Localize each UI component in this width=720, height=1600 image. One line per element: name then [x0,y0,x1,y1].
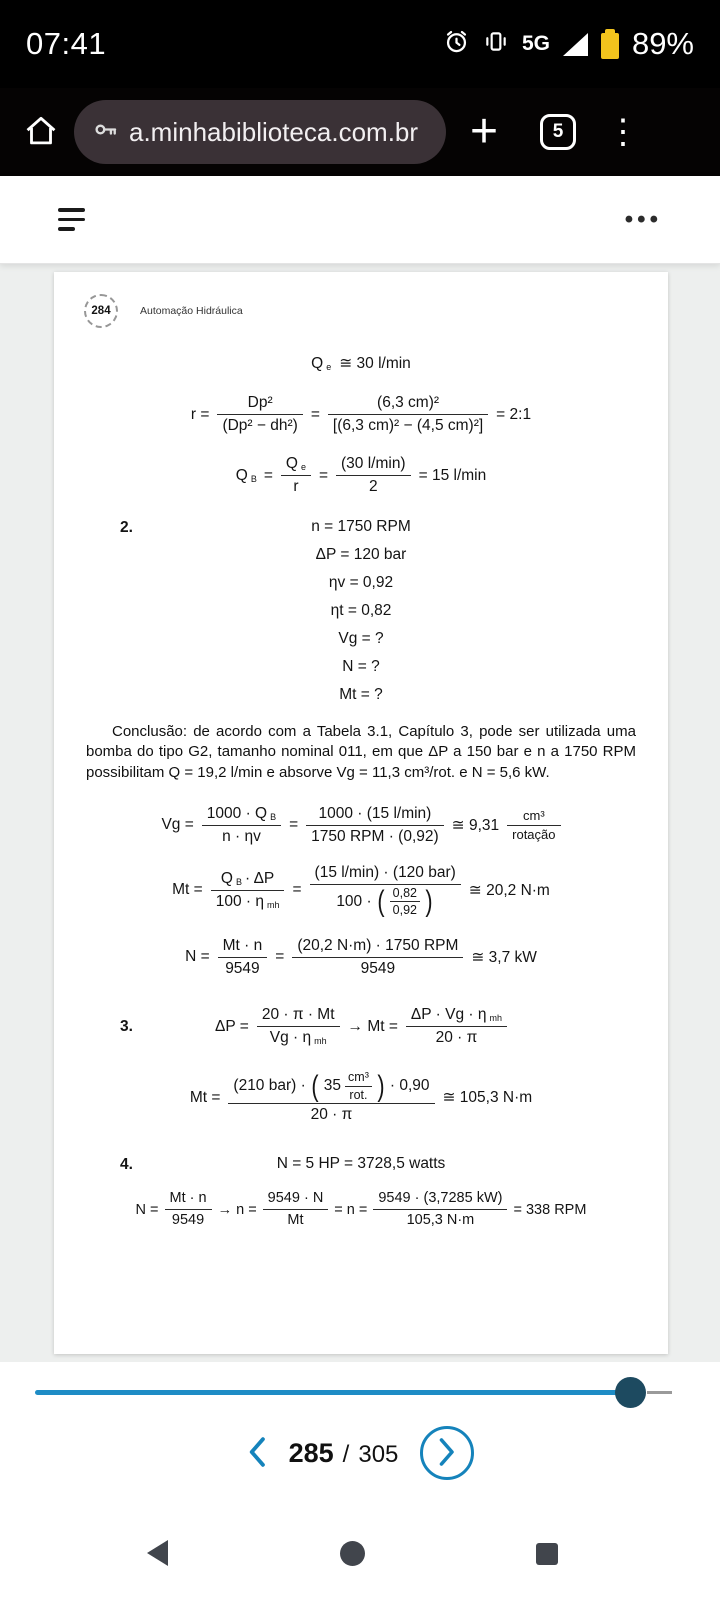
fraction [310,863,461,918]
network-type-label: 5G [521,32,550,55]
math-result: = 2:1 [496,405,532,423]
fraction-denominator: 20 · π [406,1026,507,1048]
fraction-denominator: (Dp² − dh²) [217,414,302,436]
fraction [211,869,285,912]
math-result: ≅ 20,2 N·m [468,881,550,899]
fraction-denominator: Mt [263,1209,329,1230]
given-value-line: ΔP = 120 bar [315,545,407,563]
paren-open: ( [311,1069,319,1103]
page-header [84,294,638,328]
equation-torque-result [84,1070,638,1125]
fraction [406,1005,507,1048]
book-page [54,272,668,1354]
progress-scrubber[interactable] [35,1386,672,1398]
previous-page-button[interactable] [246,1436,267,1471]
running-header: Automação Hidráulica [140,305,243,317]
hamburger-icon [58,208,85,212]
reader-more-button[interactable] [625,206,662,234]
next-page-button[interactable] [420,1426,474,1480]
equals-sign: = [289,816,299,834]
overflow-icon: ⋮ [606,113,641,151]
nav-back-button[interactable] [147,1540,168,1566]
scrubber-track-filled[interactable] [35,1390,630,1395]
equals-sign: = n = [334,1201,368,1218]
math-result: = 338 RPM [513,1201,587,1218]
battery-icon [601,29,619,59]
math-subscript: B [250,473,257,484]
fraction [218,936,268,979]
fraction-denominator: n · ηv [202,825,281,847]
fraction-denominator: 100 · η $_{mh}$ [211,890,285,912]
math-result: ≅ 105,3 N·m [442,1089,533,1107]
fraction-numerator: (6,3 cm)² [377,394,440,411]
fraction [281,454,311,497]
fraction-numerator: cm³ [522,808,545,824]
math-term [311,355,331,373]
alarm-icon [443,28,470,60]
math-subscript: e [326,361,332,372]
fraction-numerator: (20,2 N·m) · 1750 RPM [297,936,459,954]
equation-transmission-ratio [84,393,638,436]
given-values-list [84,518,638,704]
math-lhs: Mt = [189,1088,221,1106]
new-tab-button[interactable] [470,105,499,158]
equation-inlet-flow [84,354,638,373]
math-term [236,467,273,485]
fraction-numerator: Q $_B$ · ΔP [220,869,275,887]
signal-strength-icon [563,33,588,56]
nav-recents-button[interactable] [536,1543,558,1565]
unit-fraction [507,808,560,842]
math-subscript: e [300,462,306,473]
fraction-denominator: rotação [507,825,560,843]
math-lhs: ΔP = [215,1017,249,1035]
fraction [292,936,463,979]
fraction-numerator: 9549 · N [267,1190,324,1207]
fraction-denominator: 1750 RPM · (0,92) [306,825,444,847]
fraction [373,1189,507,1230]
arrow: → n = [217,1201,257,1218]
math-result: ≅ 9,31 [451,816,500,834]
math-subscript: B [270,811,277,822]
paren-close: ) [425,885,433,919]
exercise-2-block [84,518,638,704]
given-value-line: ηt = 0,82 [330,601,392,619]
equation-speed [84,1189,638,1230]
equals-sign: = [310,405,320,423]
equation-pump-flow [84,454,638,497]
battery-body [601,33,619,59]
given-value-line: Mt = ? [339,685,383,703]
math-lhs: N = [135,1201,159,1218]
url-pill[interactable] [74,100,446,164]
exercise-3-block [84,1005,638,1048]
equation-torque [84,863,638,918]
fraction-numerator: 20 · π · Mt [261,1006,335,1024]
browser-menu-button[interactable] [606,112,640,152]
fraction-denominator: Vg · η $_{mh}$ [257,1026,340,1048]
math-subscript: mh [314,1036,327,1047]
reader-bottom-panel [0,1362,720,1505]
fraction-numerator: (30 l/min) [341,455,406,473]
fraction-numerator [281,454,311,475]
math-symbol: Q [311,354,324,372]
reader-menu-button[interactable] [58,208,85,231]
exercise-4-label: 4. [120,1156,133,1174]
key-icon [92,116,119,148]
fraction-denominator: r [281,475,311,497]
fraction-denominator: 9549 [292,957,463,979]
reader-toolbar [0,176,720,264]
math-text: N = 5 HP = 3728,5 watts [276,1155,446,1173]
page-total: 305 [358,1440,399,1468]
math-symbol: Q [235,466,248,484]
more-dots-icon: ••• [624,205,662,233]
battery-percent: 89% [631,26,694,61]
equation-power [84,936,638,979]
url-text: a.minhabiblioteca.com.br [129,116,419,147]
equation-pressure-torque [84,1005,638,1048]
math-lhs: Mt = [172,881,203,899]
fraction-denominator: 100 · ( $\frac{0,82}{0,92}$ ) [310,884,461,918]
given-value-line: n = 1750 RPM [311,517,411,535]
fraction-numerator: (210 bar) · ( 35 $\frac{\text{cm³}}{\text{rot.}}$ ) · 0,90 [233,1069,430,1103]
equals-sign: = [275,948,285,966]
fraction-denominator: [(6,3 cm)² − (4,5 cm)²] [328,414,488,436]
nested-fraction: $\frac{\text{cm³}}{\text{rot.}}$ [345,1070,372,1102]
fraction-numerator: ΔP · Vg · η $_{mh}$ [410,1006,502,1024]
scrubber-track-rest[interactable] [647,1391,672,1394]
fraction [217,393,302,436]
fraction-denominator: 20 · π [228,1103,434,1125]
page-navigation [0,1418,720,1488]
fraction-denominator: 105,3 N·m [373,1209,507,1230]
math-lhs: r = [190,405,210,423]
nested-fraction: $\frac{0,82}{0,92}$ [390,886,420,918]
status-time: 07:41 [26,26,107,61]
equals-sign: = [263,466,273,484]
browser-url-bar [0,88,720,176]
tab-switcher-button[interactable] [540,114,576,150]
equation-power-watts [84,1155,638,1173]
android-nav-bar [0,1505,720,1600]
home-icon [22,112,60,153]
given-value-line: Vg = ? [338,629,384,647]
chevron-right-icon [438,1437,457,1470]
fraction-numerator: Dp² [247,394,273,411]
reader-content-area [0,264,720,1362]
fraction [306,804,444,847]
exercise-4-block [84,1155,638,1173]
status-icons [443,26,694,62]
plus-icon: + [470,105,499,158]
fraction-numerator: (15 l/min) · (120 bar) [314,863,456,881]
fraction-numerator: Mt · n [169,1190,207,1207]
math-subscript: mh [266,899,280,910]
fraction [263,1189,329,1230]
math-symbol: Q [285,455,298,473]
status-bar [0,0,720,88]
paren-open: ( [377,885,385,919]
tab-count: 5 [552,121,564,142]
page-number-badge: 284 [84,294,118,328]
fraction-numerator: Mt · n [222,936,263,954]
math-subscript: B [235,876,242,887]
fraction [202,804,281,847]
exercise-2-label: 2. [120,518,133,536]
fraction-numerator: 1000 · (15 l/min) [318,804,432,822]
fraction [336,454,411,497]
fraction-numerator: 9549 · (3,7285 kW) [378,1190,503,1207]
given-value-line: N = ? [342,657,380,675]
fraction-denominator: 9549 [218,957,268,979]
fraction [328,393,488,436]
math-lhs: Vg = [161,816,194,834]
equals-sign: = [292,881,302,899]
vibrate-icon [483,28,509,60]
arrow: → Mt = [347,1017,398,1035]
math-text: ≅ 30 l/min [339,355,411,372]
paren-close: ) [377,1069,385,1103]
fraction-denominator: 2 [336,475,411,497]
scrubber-knob[interactable] [615,1377,646,1408]
page-separator: / [342,1440,350,1468]
equals-sign: = [318,466,328,484]
fraction [165,1189,212,1230]
page-current: 285 [288,1437,334,1468]
fraction [228,1070,434,1125]
page-indicator [289,1438,399,1469]
exercise-3-label: 3. [120,1017,133,1035]
chevron-left-icon [246,1436,267,1471]
given-value-line: ηv = 0,92 [328,573,394,591]
math-result: ≅ 3,7 kW [471,948,537,966]
home-button[interactable] [22,112,60,153]
math-result: = 15 l/min [418,466,487,484]
math-subscript: mh [489,1013,502,1024]
conclusion-paragraph: Conclusão: de acordo com a Tabela 3.1, Capítulo 3, pode ser utilizada uma bomba do tipo G2, tamanho nominal 011, em que ΔP a 150 bar e n a 1750 RPM possibilitam Q = 19,2 l/min e absorve Vg = 11,3 cm³/rot. e N = 5,6 kW. [86,722,636,781]
fraction-denominator: 9549 [165,1209,212,1230]
nav-home-button[interactable] [340,1541,365,1566]
fraction [257,1005,340,1048]
fraction-numerator: 1000 · Q $_B$ [206,804,277,822]
equation-vg [84,804,638,847]
math-lhs: N = [185,948,210,966]
